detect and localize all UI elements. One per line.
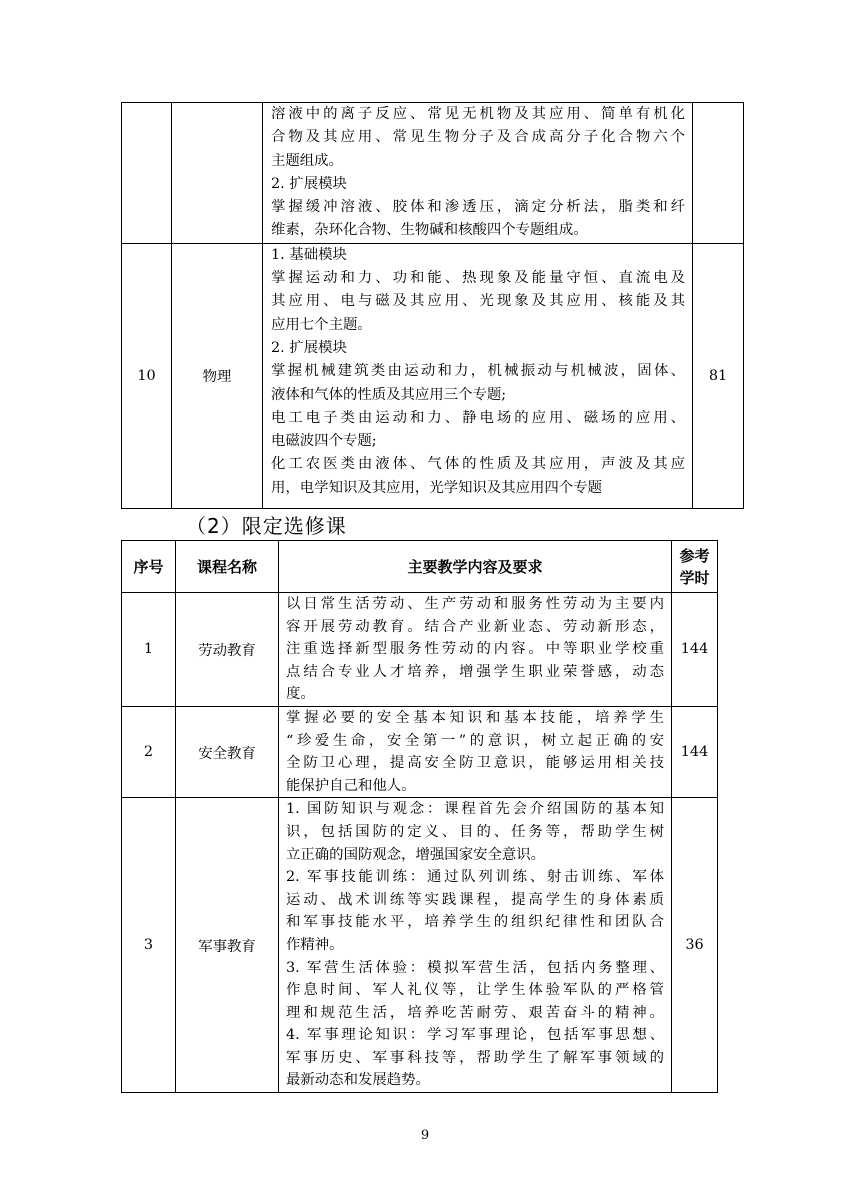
- course-hours: 144: [672, 593, 718, 707]
- content-line: 掌握机械建筑类由运动和力，机械振动与机械波，固体、: [271, 363, 685, 380]
- content-line: 电磁波四个专题;: [271, 433, 377, 450]
- course-hours: 36: [672, 798, 718, 1093]
- content-line: 和军事技能水平，培养学生的组织纪律性和团队合: [286, 914, 664, 931]
- course-hours: 81: [693, 243, 744, 508]
- content-line: 液体和气体的性质及其应用三个专题;: [271, 386, 507, 403]
- course-name: [172, 103, 263, 244]
- content-line: 4. 军事理论知识：学习军事理论，包括军事思想、: [286, 1027, 664, 1044]
- content-line: 2. 军事技能训练：通过队列训练、射击训练、军体: [286, 869, 664, 886]
- course-name: 军事教育: [176, 798, 279, 1093]
- content-line: 点结合专业人才培养，增强学生职业荣誉感，动态: [286, 663, 664, 680]
- course-name: 安全教育: [176, 706, 279, 797]
- content-line: 掌握运动和力、功和能、热现象及能量守恒、直流电及: [271, 270, 685, 287]
- course-content: [279, 798, 672, 1093]
- content-line: 1. 基础模块: [271, 246, 347, 263]
- content-line: 理和规范生活，培养吃苦耐劳、艰苦奋斗的精神。: [286, 1004, 664, 1021]
- content-line: 2. 扩展模块: [271, 175, 347, 192]
- content-line: 溶液中的离子反应、常见无机物及其应用、简单有机化: [271, 106, 685, 122]
- course-number: [122, 103, 172, 244]
- course-name: 物理: [172, 243, 263, 508]
- header-hours-line: 参考: [679, 546, 710, 565]
- content-line: 作息时间、军人礼仪等，让学生体验军队的严格管: [286, 982, 664, 999]
- course-content: [279, 593, 672, 707]
- content-line: 最新动态和发展趋势。: [286, 1072, 430, 1089]
- content-line: 注重选择新型服务性劳动的内容。中等职业学校重: [286, 641, 664, 658]
- course-number: 2: [122, 706, 176, 797]
- content-line: 化工农医类由液体、气体的性质及其应用，声波及其应: [271, 456, 685, 473]
- content-line: 2. 扩展模块: [271, 339, 347, 356]
- header-content: 主要教学内容及要求: [279, 541, 672, 593]
- table-row: [122, 593, 718, 707]
- content-line: 运动、战术训练等实践课程，提高学生的身体素质: [286, 891, 664, 908]
- content-line: 作精神。: [286, 936, 344, 953]
- content-line: 应用七个主题。: [271, 316, 372, 333]
- header-hours-line: 学时: [679, 568, 710, 587]
- content-line: 度。: [286, 686, 315, 703]
- content-line: 维素，杂环化合物、生物碱和核酸四个专题组成。: [271, 222, 588, 239]
- content-line: 3. 军营生活体验：模拟军营生活，包括内务整理、: [286, 959, 664, 976]
- course-hours: [693, 103, 744, 244]
- table-row: [122, 243, 744, 508]
- course-number: 10: [122, 243, 172, 508]
- section-title: （2）限定选修课: [186, 514, 347, 538]
- page-number: 9: [420, 1128, 430, 1143]
- header-course-name: 课程名称: [176, 541, 279, 593]
- content-line: 其应用、电与磁及其应用、光现象及其应用、核能及其: [271, 293, 685, 310]
- content-line: 用，电学知识及其应用，光学知识及其应用四个专题: [271, 479, 602, 496]
- header-hours: [672, 541, 718, 593]
- content-line: 识，包括国防的定义、目的、任务等，帮助学生树: [286, 823, 664, 840]
- table-row: [122, 706, 718, 797]
- content-line: “珍爱生命，安全第一”的意识，树立起正确的安: [286, 732, 664, 749]
- content-line: 军事历史、军事科技等，帮助学生了解军事领域的: [286, 1049, 664, 1066]
- required-courses-table: [121, 102, 744, 509]
- content-line: 电工电子类由运动和力、静电场的应用、磁场的应用、: [271, 409, 685, 426]
- table-row: [122, 798, 718, 1093]
- content-line: 以日常生活劳动、生产劳动和服务性劳动为主要内: [286, 596, 664, 612]
- content-line: 能保护自己和他人。: [286, 777, 416, 794]
- course-content: [279, 706, 672, 797]
- content-line: 主题组成。: [271, 152, 343, 169]
- elective-courses-table: [121, 540, 718, 1093]
- content-line: 掌握必要的安全基本知识和基本技能，培养学生: [286, 709, 664, 726]
- content-line: 掌握缓冲溶液、胶体和渗透压，滴定分析法，脂类和纤: [271, 199, 685, 216]
- course-number: 3: [122, 798, 176, 1093]
- content-line: 全防卫心理，提高安全防卫意识，能够运用相关技: [286, 755, 664, 772]
- table-header-row: [122, 541, 718, 593]
- header-number: 序号: [122, 541, 176, 593]
- course-content: [263, 243, 693, 508]
- course-name: 劳动教育: [176, 593, 279, 707]
- table-row: [122, 103, 744, 244]
- course-content: [263, 103, 693, 244]
- content-line: 1. 国防知识与观念：课程首先会介绍国防的基本知: [286, 801, 664, 818]
- content-line: 立正确的国防观念，增强国家安全意识。: [286, 846, 546, 863]
- course-hours: 144: [672, 706, 718, 797]
- course-number: 1: [122, 593, 176, 707]
- content-line: 容开展劳动教育。结合产业新业态、劳动新形态，: [286, 618, 664, 635]
- content-line: 合物及其应用、常见生物分子及合成高分子化合物六个: [271, 129, 685, 146]
